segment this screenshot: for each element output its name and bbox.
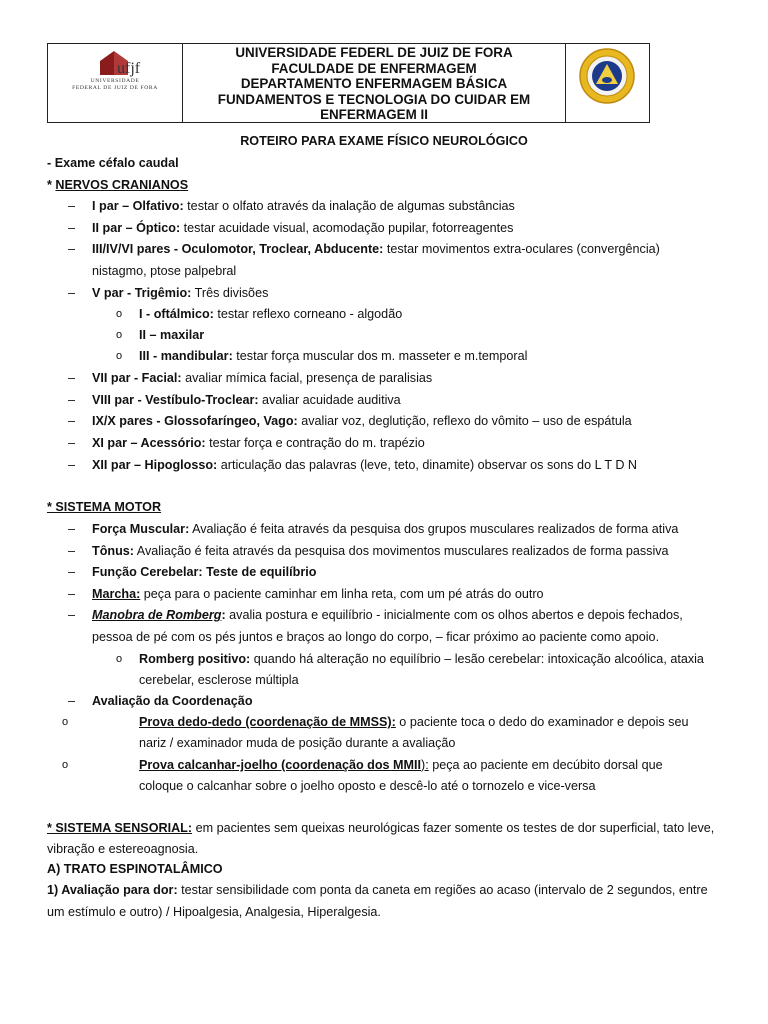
- trigemio-sub-1: [139, 306, 402, 322]
- ufjf-logo: [48, 44, 183, 122]
- bullet-marker: o: [62, 759, 69, 771]
- document-title: ROTEIRO PARA EXAME FÍSICO NEUROLÓGICO: [240, 134, 528, 148]
- dash-marker: –: [68, 458, 76, 472]
- sub-item-text: testar reflexo corneano - algodão: [213, 307, 403, 321]
- motor-dedo-dedo-cont: nariz / examinador muda de posição durante a avaliação: [139, 736, 456, 750]
- cranial-item-text: testar força e contração do m. trapézio: [205, 436, 425, 450]
- motor-dedo-label: Prova dedo-dedo (coordenação de MMSS):: [139, 715, 396, 729]
- header-line-3: DEPARTAMENTO ENFERMAGEM BÁSICA: [240, 76, 508, 92]
- dash-marker: –: [68, 565, 76, 579]
- dor-paragraph-cont: um estímulo e outro) / Hipoalgesia, Analgesia, Hiperalgesia.: [47, 905, 381, 919]
- sensorial-heading: * SISTEMA SENSORIAL:: [47, 821, 193, 835]
- motor-romberg-label: Manobra de Romberg: [92, 608, 222, 622]
- cranial-item-label: XI par – Acessório:: [92, 436, 206, 450]
- cranial-item-3-cont: nistagmo, ptose palpebral: [92, 264, 237, 278]
- motor-romberg-text: avalia postura e equilíbrio - inicialmente com os olhos abertos e depois fechados,: [225, 608, 683, 622]
- cranial-item-label: IX/X pares - Glossofaríngeo, Vago:: [92, 414, 298, 428]
- motor-forca: [92, 521, 678, 537]
- motor-calc-label: Prova calcanhar-joelho (coordenação dos MMII: [139, 758, 422, 772]
- trato-heading: A) TRATO ESPINOTALÂMICO: [47, 862, 223, 876]
- motor-marcha-label: Marcha:: [92, 587, 141, 601]
- trigemio-sub-3: [139, 348, 527, 364]
- cranial-item-label: VIII par - Vestíbulo-Troclear:: [92, 393, 259, 407]
- cranial-item-label: XII par – Hipoglosso:: [92, 458, 218, 472]
- bullet-marker: o: [62, 716, 69, 728]
- cranial-item-text: Três divisões: [191, 286, 269, 300]
- cranial-item-text: avaliar acuidade auditiva: [258, 393, 401, 407]
- bullet-marker: o: [116, 308, 123, 320]
- header-table: [47, 43, 650, 123]
- bullet-marker: o: [116, 653, 123, 665]
- cranial-heading: [47, 177, 188, 193]
- motor-romberg-pos-label: Romberg positivo:: [139, 652, 251, 666]
- motor-marcha: [92, 586, 544, 602]
- motor-calcanhar-joelho: [139, 757, 663, 773]
- cranial-item-label: VII par - Facial:: [92, 371, 182, 385]
- header-line-2: FACULDADE DE ENFERMAGEM: [271, 60, 477, 76]
- dash-marker: –: [68, 242, 76, 256]
- cranial-item-label: I par – Olfativo:: [92, 199, 184, 213]
- dash-marker: –: [68, 436, 76, 450]
- dash-marker: –: [68, 694, 76, 708]
- motor-tonus-label: Tônus:: [92, 544, 134, 558]
- motor-calc-text: peça ao paciente em decúbito dorsal que: [428, 758, 663, 772]
- cranial-heading-text: NERVOS CRANIANOS: [55, 178, 189, 192]
- cranial-item-text: testar o olfato através da inalação de algumas substâncias: [183, 199, 515, 213]
- motor-romberg-colon: :: [221, 608, 226, 622]
- cranial-item-text: articulação das palavras (leve, teto, dinamite) observar os sons do L T D N: [217, 458, 638, 472]
- sensorial-text: em pacientes sem queixas neurológicas fazer somente os testes de dor superficial, tato leve,: [192, 821, 715, 835]
- header-line-1: UNIVERSIDADE FEDERL DE JUIZ DE FORA: [235, 45, 513, 60]
- sub-item-label: I - oftálmico:: [139, 307, 214, 321]
- motor-tonus: [92, 543, 669, 559]
- motor-dedo-dedo: [139, 714, 688, 730]
- ufjf-logo-text-2: FEDERAL DE JUIZ DE FORA: [72, 85, 158, 91]
- header-line-4: FUNDAMENTOS E TECNOLOGIA DO CUIDAR EM: [217, 91, 531, 107]
- sub-item-text: testar força muscular dos m. masseter e m.temporal: [232, 349, 528, 363]
- dor-text: testar sensibilidade com ponta da caneta em regiões ao acaso (intervalo de 2 segundos, entre: [177, 883, 708, 897]
- svg-text:ufjf: ufjf: [117, 60, 141, 77]
- dash-marker: –: [68, 286, 76, 300]
- header-line-5: ENFERMAGEM II: [320, 107, 428, 123]
- sub-item-label: III - mandibular:: [139, 349, 233, 363]
- dash-marker: –: [68, 199, 76, 213]
- cranial-heading-star: *: [47, 178, 56, 192]
- cranial-item-text: avaliar mímica facial, presença de paralisias: [181, 371, 433, 385]
- dash-marker: –: [68, 414, 76, 428]
- dash-marker: –: [68, 221, 76, 235]
- motor-cerebelar: Função Cerebelar: Teste de equilíbrio: [92, 565, 317, 579]
- cranial-item-9: [92, 457, 637, 473]
- dor-paragraph: [47, 882, 708, 898]
- trigemio-sub-2: [139, 327, 204, 343]
- motor-romberg-cont: pessoa de pé com os pés juntos e braços ao longo do corpo, – ficar próximo ao paciente como apoio.: [92, 630, 660, 644]
- motor-calcanhar-joelho-cont: coloque o calcanhar sobre o joelho oposto e descê-lo até o tornozelo e vice-versa: [139, 779, 596, 793]
- cranial-item-text: avaliar voz, deglutição, reflexo do vômito – uso de espátula: [297, 414, 632, 428]
- header-title-block: [183, 44, 566, 122]
- dash-marker: –: [68, 608, 76, 622]
- cranial-item-7: [92, 413, 632, 429]
- bullet-marker: o: [116, 350, 123, 362]
- motor-romberg-positivo-cont: cerebelar, esclerose múltipla: [139, 673, 299, 687]
- dash-marker: –: [68, 544, 76, 558]
- cranial-item-2: [92, 220, 513, 236]
- motor-marcha-text: peça para o paciente caminhar em linha reta, com um pé atrás do outro: [140, 587, 544, 601]
- motor-romberg-positivo: [139, 651, 704, 667]
- bullet-marker: o: [116, 329, 123, 341]
- cranial-item-text: testar acuidade visual, acomodação pupilar, fotorreagentes: [180, 221, 514, 235]
- cranial-item-3: [92, 241, 660, 257]
- cranial-item-4: [92, 285, 268, 301]
- ufjf-logo-text-1: UNIVERSIDADE: [90, 78, 140, 84]
- dash-marker: –: [68, 393, 76, 407]
- dash-marker: –: [68, 587, 76, 601]
- motor-calc-close: ):: [421, 758, 429, 772]
- cranial-item-text: testar movimentos extra-oculares (convergência): [383, 242, 660, 256]
- motor-tonus-text: Avaliação é feita através da pesquisa dos movimentos musculares realizados de forma passiva: [133, 544, 669, 558]
- cranial-item-label: II par – Óptico:: [92, 221, 181, 235]
- motor-coordenacao: Avaliação da Coordenação: [92, 694, 253, 708]
- sensorial-paragraph: [47, 820, 714, 836]
- sub-item-label: II – maxilar: [139, 328, 205, 342]
- nursing-seal: [566, 44, 649, 122]
- sensorial-paragraph-cont: vibração e estereoagnosia.: [47, 842, 199, 856]
- motor-romberg: [92, 607, 683, 623]
- dash-marker: –: [68, 371, 76, 385]
- dash-marker: –: [68, 522, 76, 536]
- intro-text: - Exame céfalo caudal: [47, 156, 179, 170]
- motor-romberg-pos-text: quando há alteração no equilíbrio – lesão cerebelar: intoxicação alcoólica, ataxia: [250, 652, 704, 666]
- motor-heading: * SISTEMA MOTOR: [47, 500, 162, 514]
- cranial-item-5: [92, 370, 432, 386]
- motor-forca-text: Avaliação é feita através da pesquisa dos grupos musculares realizados de forma ativa: [189, 522, 679, 536]
- cranial-item-6: [92, 392, 401, 408]
- nursing-seal-icon: [578, 47, 636, 105]
- motor-forca-label: Força Muscular:: [92, 522, 190, 536]
- cranial-item-8: [92, 435, 425, 451]
- cranial-item-label: V par - Trigêmio:: [92, 286, 192, 300]
- motor-dedo-text: o paciente toca o dedo do examinador e depois seu: [395, 715, 689, 729]
- dor-label: 1) Avaliação para dor:: [47, 883, 178, 897]
- cranial-item-label: III/IV/VI pares - Oculomotor, Troclear, Abducente:: [92, 242, 384, 256]
- cranial-item-1: [92, 198, 515, 214]
